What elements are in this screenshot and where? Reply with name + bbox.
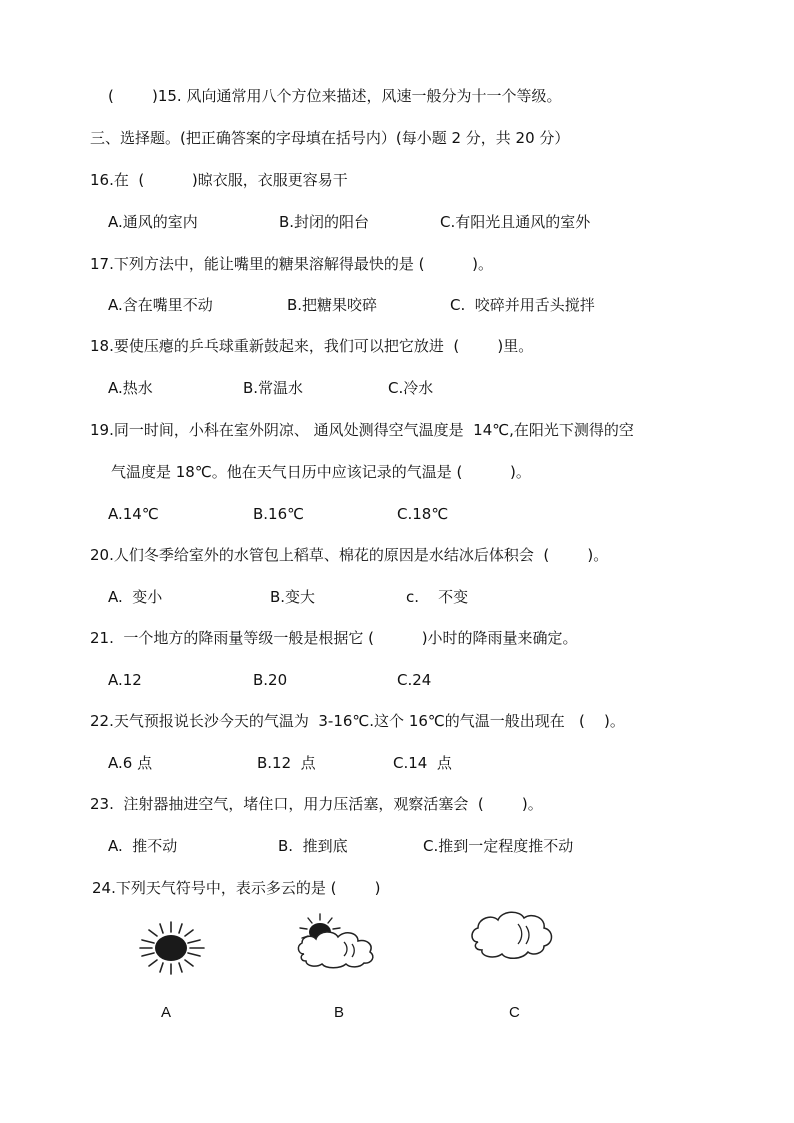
question-16-option-a[interactable]: A.通风的室内 bbox=[108, 213, 198, 231]
question-20-stem: 20.人们冬季给室外的水管包上稻草、棉花的原因是水结冰后体积会 ( )。 bbox=[90, 546, 609, 564]
icon-label-a: A bbox=[161, 1004, 172, 1021]
question-19-option-b[interactable]: B.16℃ bbox=[253, 505, 304, 523]
section-3-title: 三、选择题。(把正确答案的字母填在括号内）(每小题 2 分，共 20 分） bbox=[90, 129, 570, 147]
question-17-option-c[interactable]: C. 咬碎并用舌头搅拌 bbox=[450, 296, 595, 314]
partly-cloudy-icon[interactable] bbox=[294, 912, 384, 972]
question-18-stem: 18.要使压瘪的乒乓球重新鼓起来，我们可以把它放进 ( )里。 bbox=[90, 337, 534, 355]
question-23-option-a[interactable]: A. 推不动 bbox=[108, 837, 178, 855]
question-22-option-c[interactable]: C.14 点 bbox=[393, 754, 452, 772]
sun-icon[interactable] bbox=[130, 918, 212, 978]
cloud-icon[interactable] bbox=[468, 906, 556, 964]
question-22-option-b[interactable]: B.12 点 bbox=[257, 754, 316, 772]
question-18-option-a[interactable]: A.热水 bbox=[108, 379, 153, 397]
question-17-option-a[interactable]: A.含在嘴里不动 bbox=[108, 296, 213, 314]
question-16-stem: 16.在 ( )晾衣服，衣服更容易干 bbox=[90, 171, 348, 189]
question-16-option-c[interactable]: C.有阳光且通风的室外 bbox=[440, 213, 591, 231]
question-17-stem: 17.下列方法中，能让嘴里的糖果溶解得最快的是 ( )。 bbox=[90, 255, 494, 273]
question-19-stem-line-2: 气温度是 18℃。他在天气日历中应该记录的气温是 ( )。 bbox=[111, 463, 531, 481]
question-23-stem: 23. 注射器抽进空气，堵住口，用力压活塞，观察活塞会 ( )。 bbox=[90, 795, 543, 813]
question-15: ( )15. 风向通常用八个方位来描述，风速一般分为十一个等级。 bbox=[108, 87, 562, 105]
question-23-option-b[interactable]: B. 推到底 bbox=[278, 837, 348, 855]
question-19-option-c[interactable]: C.18℃ bbox=[397, 505, 449, 523]
question-22-option-a[interactable]: A.6 点 bbox=[108, 754, 153, 772]
question-20-option-a[interactable]: A. 变小 bbox=[108, 588, 163, 606]
question-18-option-b[interactable]: B.常温水 bbox=[243, 379, 304, 397]
question-16-option-b[interactable]: B.封闭的阳台 bbox=[279, 213, 370, 231]
question-24-stem: 24.下列天气符号中，表示多云的是 ( ) bbox=[92, 879, 381, 897]
icon-label-b: B bbox=[334, 1004, 345, 1021]
question-21-stem: 21. 一个地方的降雨量等级一般是根据它 ( )小时的降雨量来确定。 bbox=[90, 629, 578, 647]
icon-label-c: C bbox=[509, 1004, 520, 1021]
question-20-option-b[interactable]: B.变大 bbox=[270, 588, 316, 606]
question-23-option-c[interactable]: C.推到一定程度推不动 bbox=[423, 837, 574, 855]
question-20-option-c[interactable]: c. 不变 bbox=[406, 588, 469, 606]
question-17-option-b[interactable]: B.把糖果咬碎 bbox=[287, 296, 378, 314]
question-22-stem: 22.天气预报说长沙今天的气温为 3-16℃.这个 16℃的气温一般出现在 ( )。 bbox=[90, 712, 625, 730]
question-19-option-a[interactable]: A.14℃ bbox=[108, 505, 159, 523]
question-21-option-a[interactable]: A.12 bbox=[108, 671, 142, 689]
question-21-option-c[interactable]: C.24 bbox=[397, 671, 432, 689]
question-18-option-c[interactable]: C.冷水 bbox=[388, 379, 434, 397]
question-21-option-b[interactable]: B.20 bbox=[253, 671, 288, 689]
question-19-stem-line-1: 19.同一时间，小科在室外阴凉、 通风处测得空气温度是 14℃,在阳光下测得的空 bbox=[90, 421, 634, 439]
